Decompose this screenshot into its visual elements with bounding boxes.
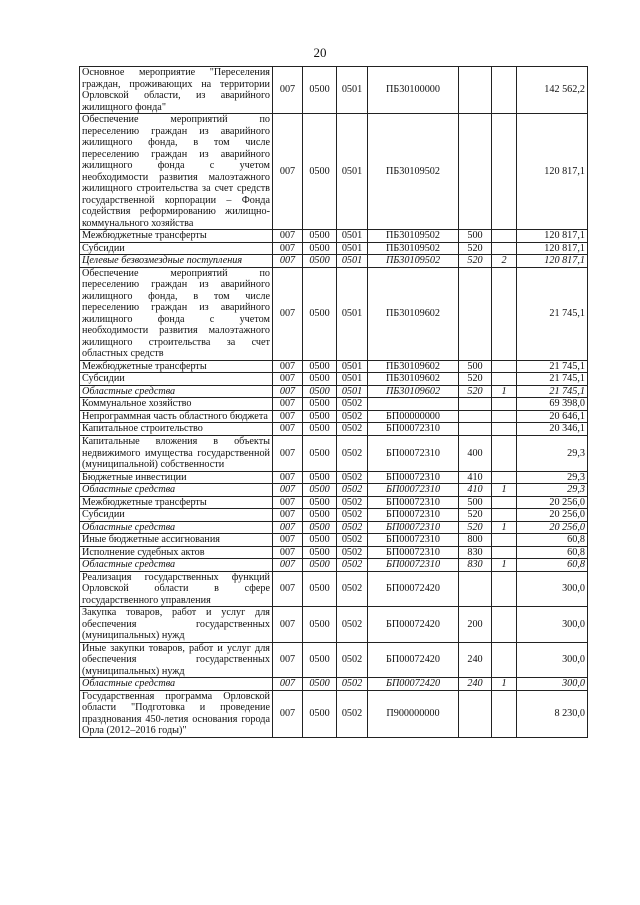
ministry-code: 007 — [273, 607, 303, 643]
ministry-code: 007 — [273, 398, 303, 411]
funding-source-code — [492, 230, 517, 243]
target-article-code: БП00072310 — [368, 534, 459, 547]
target-article-code: ПБ30109502 — [368, 230, 459, 243]
row-name: Областные средства — [80, 385, 273, 398]
section-code: 0500 — [303, 385, 337, 398]
subsection-code: 0502 — [337, 559, 368, 572]
amount: 69 398,0 — [517, 398, 588, 411]
expense-type-code — [459, 571, 492, 607]
target-article-code — [368, 398, 459, 411]
row-name: Областные средства — [80, 678, 273, 691]
funding-source-code — [492, 267, 517, 360]
ministry-code: 007 — [273, 360, 303, 373]
section-code: 0500 — [303, 67, 337, 114]
expense-type-code: 830 — [459, 546, 492, 559]
section-code: 0500 — [303, 534, 337, 547]
amount: 29,3 — [517, 435, 588, 471]
subsection-code: 0501 — [337, 373, 368, 386]
table-row — [80, 509, 588, 522]
subsection-code: 0501 — [337, 242, 368, 255]
subsection-code: 0501 — [337, 67, 368, 114]
section-code: 0500 — [303, 373, 337, 386]
funding-source-code — [492, 607, 517, 643]
expense-type-code: 520 — [459, 521, 492, 534]
subsection-code: 0501 — [337, 385, 368, 398]
section-code: 0500 — [303, 410, 337, 423]
expense-type-code: 500 — [459, 230, 492, 243]
amount: 120 817,1 — [517, 242, 588, 255]
table-row — [80, 571, 588, 607]
target-article-code: П900000000 — [368, 690, 459, 737]
funding-source-code — [492, 242, 517, 255]
row-name: Межбюджетные трансферты — [80, 230, 273, 243]
ministry-code: 007 — [273, 534, 303, 547]
subsection-code: 0502 — [337, 509, 368, 522]
ministry-code: 007 — [273, 410, 303, 423]
row-name: Субсидии — [80, 509, 273, 522]
section-code: 0500 — [303, 230, 337, 243]
funding-source-code — [492, 642, 517, 678]
amount: 142 562,2 — [517, 67, 588, 114]
ministry-code: 007 — [273, 496, 303, 509]
target-article-code: БП00072420 — [368, 571, 459, 607]
expense-type-code: 520 — [459, 255, 492, 268]
subsection-code: 0502 — [337, 546, 368, 559]
row-name: Иные бюджетные ассигнования — [80, 534, 273, 547]
ministry-code: 007 — [273, 509, 303, 522]
subsection-code: 0502 — [337, 496, 368, 509]
expense-type-code — [459, 398, 492, 411]
subsection-code: 0502 — [337, 471, 368, 484]
section-code: 0500 — [303, 559, 337, 572]
amount: 300,0 — [517, 607, 588, 643]
budget-table-body — [80, 67, 588, 738]
amount: 8 230,0 — [517, 690, 588, 737]
expense-type-code — [459, 410, 492, 423]
subsection-code: 0502 — [337, 690, 368, 737]
expense-type-code: 410 — [459, 484, 492, 497]
amount: 21 745,1 — [517, 385, 588, 398]
ministry-code: 007 — [273, 423, 303, 436]
target-article-code: БП00072310 — [368, 509, 459, 522]
section-code: 0500 — [303, 571, 337, 607]
ministry-code: 007 — [273, 435, 303, 471]
table-row — [80, 435, 588, 471]
section-code: 0500 — [303, 423, 337, 436]
section-code: 0500 — [303, 690, 337, 737]
funding-source-code — [492, 114, 517, 230]
ministry-code: 007 — [273, 67, 303, 114]
section-code: 0500 — [303, 267, 337, 360]
table-row — [80, 496, 588, 509]
amount: 120 817,1 — [517, 255, 588, 268]
ministry-code: 007 — [273, 571, 303, 607]
expense-type-code: 800 — [459, 534, 492, 547]
subsection-code: 0502 — [337, 642, 368, 678]
subsection-code: 0502 — [337, 678, 368, 691]
target-article-code: БП00072310 — [368, 546, 459, 559]
subsection-code: 0502 — [337, 534, 368, 547]
amount: 21 745,1 — [517, 373, 588, 386]
row-name: Областные средства — [80, 484, 273, 497]
ministry-code: 007 — [273, 690, 303, 737]
amount: 20 646,1 — [517, 410, 588, 423]
section-code: 0500 — [303, 435, 337, 471]
expense-type-code: 410 — [459, 471, 492, 484]
target-article-code: ПБ30109602 — [368, 360, 459, 373]
table-row — [80, 559, 588, 572]
row-name: Капитальные вложения в объекты недвижимого имущества государственной (муниципальной) собственности — [80, 435, 273, 471]
section-code: 0500 — [303, 484, 337, 497]
table-row — [80, 471, 588, 484]
row-name: Межбюджетные трансферты — [80, 496, 273, 509]
expense-type-code — [459, 423, 492, 436]
row-name: Субсидии — [80, 373, 273, 386]
table-row — [80, 255, 588, 268]
funding-source-code — [492, 360, 517, 373]
expense-type-code: 240 — [459, 642, 492, 678]
table-row — [80, 385, 588, 398]
target-article-code: ПБ30109502 — [368, 255, 459, 268]
row-name: Основное мероприятие "Переселения граждан, проживающих на территории Орловской области, из аварийного жилищного фонда" — [80, 67, 273, 114]
section-code: 0500 — [303, 678, 337, 691]
row-name: Областные средства — [80, 521, 273, 534]
expense-type-code: 520 — [459, 385, 492, 398]
amount: 300,0 — [517, 678, 588, 691]
subsection-code: 0502 — [337, 435, 368, 471]
target-article-code: БП00000000 — [368, 410, 459, 423]
table-row — [80, 242, 588, 255]
table-row — [80, 267, 588, 360]
expense-type-code: 520 — [459, 373, 492, 386]
ministry-code: 007 — [273, 230, 303, 243]
table-row — [80, 607, 588, 643]
row-name: Закупка товаров, работ и услуг для обеспечения государственных (муниципальных) нужд — [80, 607, 273, 643]
expense-type-code — [459, 267, 492, 360]
row-name: Исполнение судебных актов — [80, 546, 273, 559]
subsection-code: 0502 — [337, 398, 368, 411]
table-row — [80, 360, 588, 373]
subsection-code: 0501 — [337, 360, 368, 373]
amount: 20 256,0 — [517, 496, 588, 509]
expense-type-code: 520 — [459, 509, 492, 522]
funding-source-code — [492, 423, 517, 436]
funding-source-code — [492, 509, 517, 522]
funding-source-code — [492, 496, 517, 509]
funding-source-code: 2 — [492, 255, 517, 268]
funding-source-code: 1 — [492, 678, 517, 691]
subsection-code: 0502 — [337, 571, 368, 607]
row-name: Обеспечение мероприятий по переселению граждан из аварийного жилищного фонда, в том числе переселению граждан из аварийного жилищного фонда с учетом необходимости развития малоэтажного жилищного строительства за счет средств государственной корпорации – Фонда содействия реформированию жилищно-коммунального хозяйства — [80, 114, 273, 230]
funding-source-code — [492, 410, 517, 423]
table-row — [80, 410, 588, 423]
subsection-code: 0501 — [337, 114, 368, 230]
target-article-code: БП00072310 — [368, 423, 459, 436]
expense-type-code: 520 — [459, 242, 492, 255]
amount: 120 817,1 — [517, 114, 588, 230]
table-row — [80, 373, 588, 386]
table-row — [80, 690, 588, 737]
funding-source-code — [492, 398, 517, 411]
amount: 300,0 — [517, 642, 588, 678]
section-code: 0500 — [303, 398, 337, 411]
expense-type-code — [459, 690, 492, 737]
funding-source-code: 1 — [492, 521, 517, 534]
amount: 60,8 — [517, 559, 588, 572]
funding-source-code — [492, 373, 517, 386]
target-article-code: ПБ30109602 — [368, 385, 459, 398]
subsection-code: 0502 — [337, 521, 368, 534]
table-row — [80, 398, 588, 411]
amount: 29,3 — [517, 484, 588, 497]
section-code: 0500 — [303, 521, 337, 534]
ministry-code: 007 — [273, 546, 303, 559]
section-code: 0500 — [303, 360, 337, 373]
amount: 21 745,1 — [517, 360, 588, 373]
row-name: Коммунальное хозяйство — [80, 398, 273, 411]
budget-table — [79, 66, 588, 738]
row-name: Капитальное строительство — [80, 423, 273, 436]
ministry-code: 007 — [273, 678, 303, 691]
funding-source-code — [492, 534, 517, 547]
row-name: Бюджетные инвестиции — [80, 471, 273, 484]
subsection-code: 0501 — [337, 267, 368, 360]
amount: 120 817,1 — [517, 230, 588, 243]
target-article-code: ПБ30109502 — [368, 114, 459, 230]
subsection-code: 0501 — [337, 255, 368, 268]
target-article-code: БП00072420 — [368, 607, 459, 643]
section-code: 0500 — [303, 242, 337, 255]
row-name: Реализация государственных функций Орловской области в сфере государственного управления — [80, 571, 273, 607]
funding-source-code — [492, 67, 517, 114]
expense-type-code: 200 — [459, 607, 492, 643]
table-row — [80, 67, 588, 114]
table-row — [80, 534, 588, 547]
target-article-code: БП00072310 — [368, 521, 459, 534]
amount: 21 745,1 — [517, 267, 588, 360]
row-name: Непрограммная часть областного бюджета — [80, 410, 273, 423]
row-name: Субсидии — [80, 242, 273, 255]
funding-source-code — [492, 471, 517, 484]
row-name: Иные закупки товаров, работ и услуг для обеспечения государственных (муниципальных) нужд — [80, 642, 273, 678]
target-article-code: БП00072310 — [368, 496, 459, 509]
subsection-code: 0502 — [337, 607, 368, 643]
table-row — [80, 484, 588, 497]
ministry-code: 007 — [273, 471, 303, 484]
subsection-code: 0502 — [337, 484, 368, 497]
subsection-code: 0502 — [337, 410, 368, 423]
ministry-code: 007 — [273, 484, 303, 497]
funding-source-code: 1 — [492, 559, 517, 572]
subsection-code: 0501 — [337, 230, 368, 243]
target-article-code: ПБ30109502 — [368, 242, 459, 255]
funding-source-code — [492, 546, 517, 559]
expense-type-code: 400 — [459, 435, 492, 471]
target-article-code: БП00072310 — [368, 435, 459, 471]
funding-source-code — [492, 435, 517, 471]
table-row — [80, 678, 588, 691]
row-name: Областные средства — [80, 559, 273, 572]
subsection-code: 0502 — [337, 423, 368, 436]
row-name: Государственная программа Орловской области "Подготовка и проведение празднования 450-летия основания города Орла (2012–2016 годы)" — [80, 690, 273, 737]
table-row — [80, 230, 588, 243]
table-row — [80, 521, 588, 534]
expense-type-code: 830 — [459, 559, 492, 572]
amount: 60,8 — [517, 546, 588, 559]
section-code: 0500 — [303, 546, 337, 559]
table-row — [80, 114, 588, 230]
expense-type-code: 500 — [459, 496, 492, 509]
ministry-code: 007 — [273, 114, 303, 230]
target-article-code: ПБ30109602 — [368, 373, 459, 386]
page-number: 20 — [313, 45, 327, 60]
funding-source-code: 1 — [492, 484, 517, 497]
amount: 60,8 — [517, 534, 588, 547]
funding-source-code — [492, 690, 517, 737]
target-article-code: БП00072310 — [368, 471, 459, 484]
section-code: 0500 — [303, 607, 337, 643]
funding-source-code: 1 — [492, 385, 517, 398]
section-code: 0500 — [303, 114, 337, 230]
amount: 20 346,1 — [517, 423, 588, 436]
expense-type-code — [459, 67, 492, 114]
amount: 300,0 — [517, 571, 588, 607]
section-code: 0500 — [303, 255, 337, 268]
section-code: 0500 — [303, 471, 337, 484]
row-name: Обеспечение мероприятий по переселению граждан из аварийного жилищного фонда, в том числе переселению граждан из аварийного жилищного фонда с учетом необходимости развития малоэтажного жилищного строительства за счет областных средств — [80, 267, 273, 360]
expense-type-code — [459, 114, 492, 230]
target-article-code: БП00072420 — [368, 642, 459, 678]
amount: 20 256,0 — [517, 509, 588, 522]
amount: 20 256,0 — [517, 521, 588, 534]
ministry-code: 007 — [273, 267, 303, 360]
target-article-code: БП00072310 — [368, 484, 459, 497]
ministry-code: 007 — [273, 642, 303, 678]
ministry-code: 007 — [273, 373, 303, 386]
ministry-code: 007 — [273, 242, 303, 255]
target-article-code: ПБ30109602 — [368, 267, 459, 360]
target-article-code: БП00072420 — [368, 678, 459, 691]
funding-source-code — [492, 571, 517, 607]
ministry-code: 007 — [273, 521, 303, 534]
ministry-code: 007 — [273, 255, 303, 268]
section-code: 0500 — [303, 509, 337, 522]
section-code: 0500 — [303, 496, 337, 509]
table-row — [80, 546, 588, 559]
target-article-code: ПБ30100000 — [368, 67, 459, 114]
table-row — [80, 423, 588, 436]
section-code: 0500 — [303, 642, 337, 678]
target-article-code: БП00072310 — [368, 559, 459, 572]
ministry-code: 007 — [273, 385, 303, 398]
row-name: Межбюджетные трансферты — [80, 360, 273, 373]
table-row — [80, 642, 588, 678]
ministry-code: 007 — [273, 559, 303, 572]
row-name: Целевые безвозмездные поступления — [80, 255, 273, 268]
amount: 29,3 — [517, 471, 588, 484]
expense-type-code: 240 — [459, 678, 492, 691]
expense-type-code: 500 — [459, 360, 492, 373]
